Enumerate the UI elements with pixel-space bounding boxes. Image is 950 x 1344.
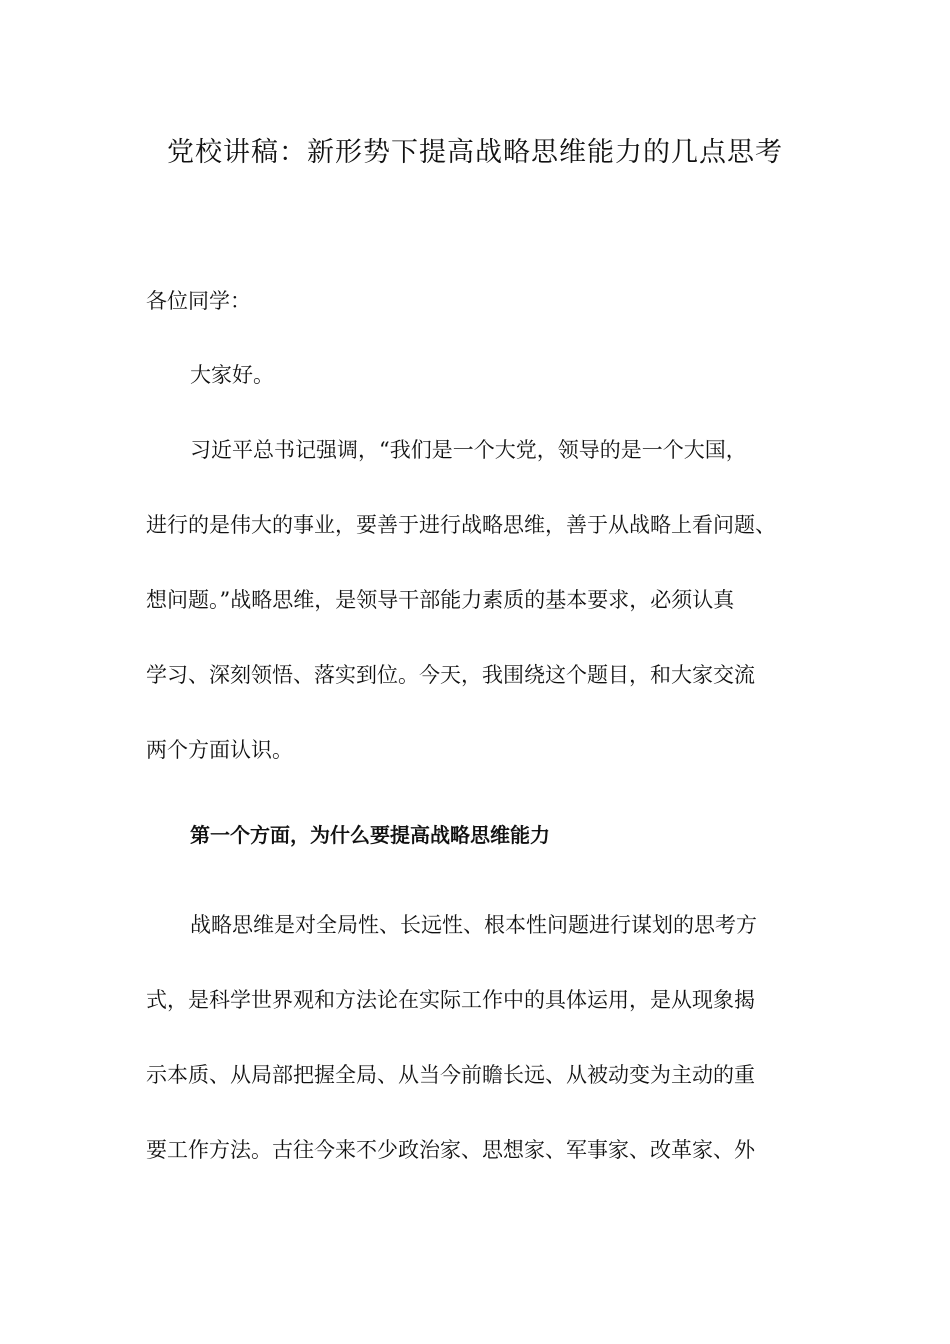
paragraph-2-line-2: 式，是科学世界观和方法论在实际工作中的具体运用，是从现象揭 — [146, 988, 755, 1012]
paragraph-2-line-4: 要工作方法。古往今来不少政治家、思想家、军事家、改革家、外 — [146, 1138, 755, 1162]
paragraph-1-line-1: 习近平总书记强调，“我们是一个大党，领导的是一个大国， — [190, 438, 747, 462]
section-heading: 第一个方面，为什么要提高战略思维能力 — [190, 823, 550, 847]
salutation: 各位同学： — [146, 289, 251, 313]
paragraph-1-line-3: 想问题。”战略思维，是领导干部能力素质的基本要求，必须认真 — [146, 588, 735, 612]
paragraph-1-line-5: 两个方面认识。 — [146, 738, 293, 762]
paragraph-1-line-2: 进行的是伟大的事业，要善于进行战略思维，善于从战略上看问题、 — [146, 513, 776, 537]
paragraph-2-line-3: 示本质、从局部把握全局、从当今前瞻长远、从被动变为主动的重 — [146, 1063, 755, 1087]
paragraph-2-line-1: 战略思维是对全局性、长远性、根本性问题进行谋划的思考方 — [190, 913, 757, 937]
paragraph-1-line-4: 学习、深刻领悟、落实到位。今天，我围绕这个题目，和大家交流 — [146, 663, 755, 687]
greeting: 大家好。 — [190, 363, 274, 387]
document-title: 党校讲稿：新形势下提高战略思维能力的几点思考 — [167, 137, 783, 168]
